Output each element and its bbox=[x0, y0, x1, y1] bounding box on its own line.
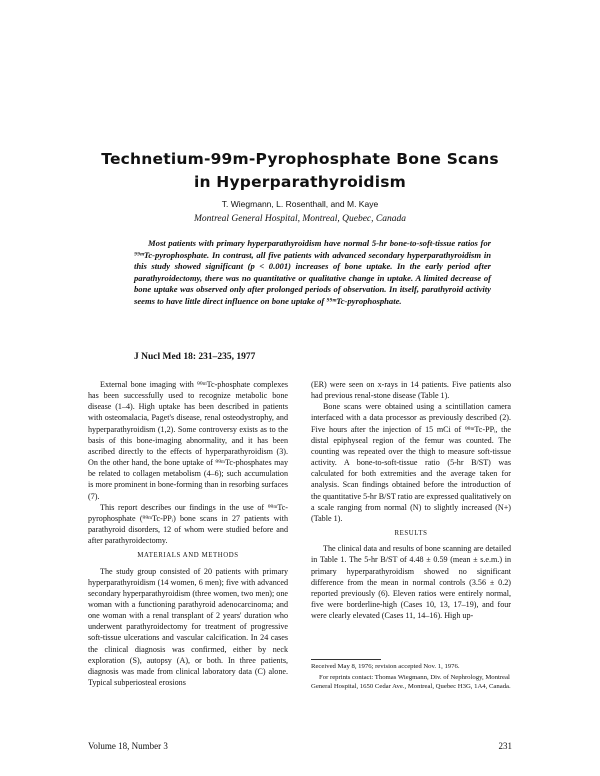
section-heading-results: RESULTS bbox=[394, 530, 428, 538]
article-title-line-1: Technetium-99m-Pyrophosphate Bone Scans bbox=[101, 150, 499, 168]
footnote-divider bbox=[311, 659, 381, 660]
intro-paragraph-1: External bone imaging with ⁹⁹ᵐTc-phosphate complexes has been successfully used to recognize metabolic bone disease (1–4). High uptake has been described in patients with osteomalacia, Paget's disease, renal osteodystrophy, and hyperparathyroidism (1,2). Some controversy exists as to the basis of this bone-imaging abnormality, and it has been ascribed directly to the effects of hyperparathyroidism (3). On the other hand, the bone uptake of ⁹⁹ᵐTc-phosphates may be related to collagen metabolism (4–6); such accumulation is more prominent in bone-forming than in resorbing surfaces (7). bbox=[88, 380, 288, 501]
author-list: T. Wiegmann, L. Rosenthall, and M. Kaye bbox=[221, 199, 379, 209]
footnote-reprints: For reprints contact: Thomas Wiegmann, Div. of Nephrology, Montreal General Hospital, 1650 Cedar Ave., Montreal, Quebec H3G, 1A4, Canada. bbox=[311, 674, 511, 690]
methods-paragraph-continued: (ER) were seen on x-rays in 14 patients. Five patients also had previous renal-stone disease (Table 1). bbox=[311, 380, 511, 401]
methods-paragraph-1: The study group consisted of 20 patients with primary hyperparathyroidism (14 women, 6 men); five with advanced secondary hyperparathyroidism (three women, two men); one woman with a functioning parathyroid adenocarcinoma; and one woman with a renal transplant of 2 years' duration who underwent parathyroidectomy for treatment of progressive soft-tissue ulcerations and vascular calcification. In 24 cases the clinical diagnosis was confirmed, either by neck exploration (S), autopsy (A), or both. In three patients, diagnosis was made from clinical laboratory data (C) alone. Typical subperiosteal erosions bbox=[88, 566, 288, 688]
section-heading-methods: MATERIALS AND METHODS bbox=[137, 552, 239, 560]
results-paragraph-1: The clinical data and results of bone scanning are detailed in Table 1. The 5-hr B/ST of 4.48 ± 0.59 (mean ± s.e.m.) in primary hyperparathyroidism showed no significant difference from the mean in normal controls (3.56 ± 0.2) reported previously (6). Eleven ratios were entirely normal, five were borderline-high (Cases 10, 13, 17–19), and four were clearly elevated (Cases 11, 14–16). High up- bbox=[311, 544, 511, 621]
footer-page-number: 231 bbox=[498, 741, 512, 751]
intro-paragraph-2: This report describes our findings in the use of ⁹⁹ᵐTc-pyrophosphate (⁹⁹ᵐTc-PPᵢ) bone scans in 27 patients with parathyroid disorders, 12 of whom were studied before and after parathyroidectomy. bbox=[88, 502, 288, 546]
abstract: Most patients with primary hyperparathyroidism have normal 5-hr bone-to-soft-tissue ratios for ⁹⁹ᵐTc-pyrophosphate. In contrast, all five patients with advanced secondary hyperparathyroidism in this study showed significant (p < 0.001) increases of bone uptake. In the early period after parathyroidectomy, there was no quantitative or qualitative change in uptake. A limited decrease of bone uptake was observed only after prolonged periods of observation. In itself, parathyroid activity seems to have little direct influence on bone uptake of ⁹⁹ᵐTc-pyrophosphate. bbox=[134, 238, 491, 306]
affiliation: Montreal General Hospital, Montreal, Quebec, Canada bbox=[194, 214, 406, 224]
right-column bbox=[311, 379, 511, 621]
methods-paragraph-2: Bone scans were obtained using a scintillation camera interfaced with a data processor as previously described (2). Five hours after the injection of 15 mCi of ⁹⁹ᵐTc-PPᵢ, the distal epiphyseal region of the femur was counted. The counting was repeated over the thigh to measure soft-tissue activity. A bone-to-soft-tissue ratio (5-hr B/ST) was calculated for both extremities and the average taken for analysis. Scan findings obtained before the introduction of the quantitative 5-hr B/ST ratio are expressed qualitatively on a scale ranging from normal (N) to slightly increased (N+) (Table 1). bbox=[311, 402, 511, 523]
left-column bbox=[88, 379, 288, 688]
journal-citation: J Nucl Med 18: 231–235, 1977 bbox=[134, 352, 256, 362]
footnote-received: Received May 8, 1976; revision accepted Nov. 1, 1976. bbox=[311, 663, 460, 670]
article-title-line-2: in Hyperparathyroidism bbox=[193, 173, 407, 191]
footer-volume: Volume 18, Number 3 bbox=[88, 741, 168, 751]
